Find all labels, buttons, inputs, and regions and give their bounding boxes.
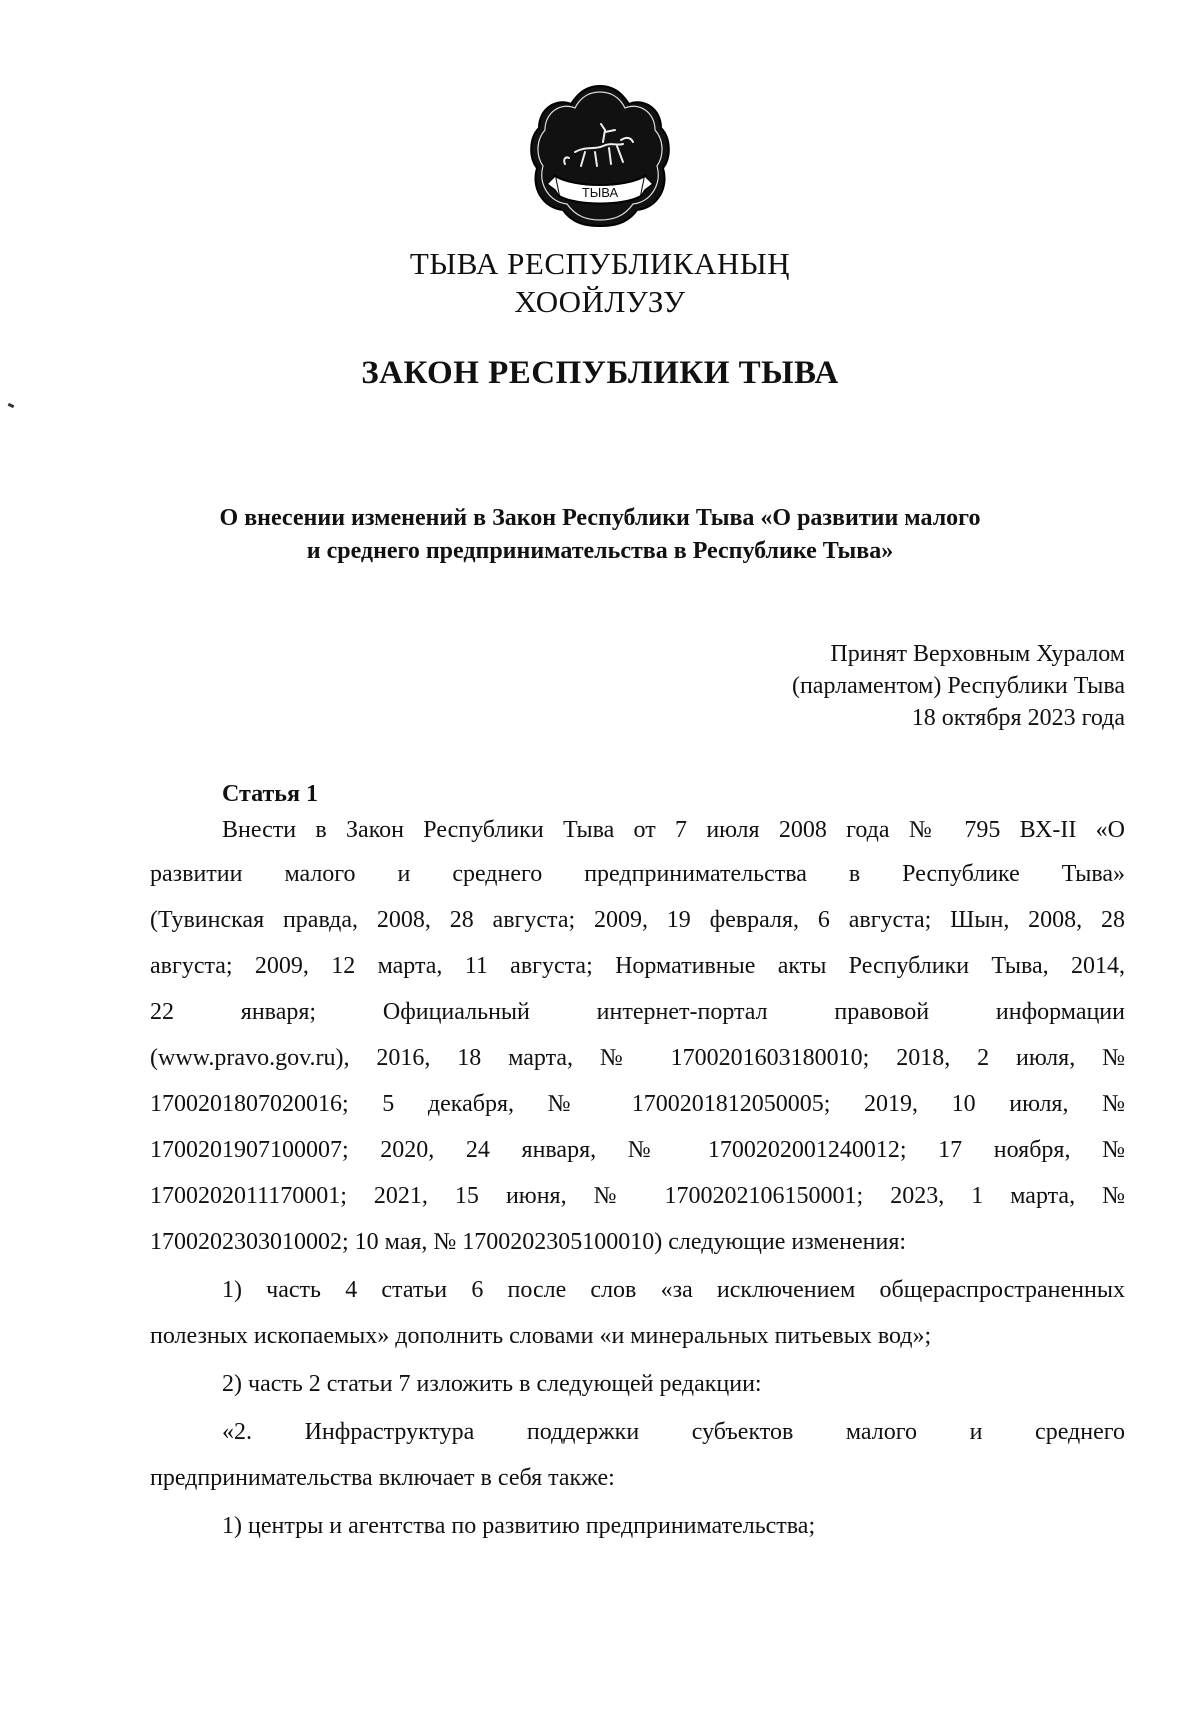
law-subject-line1: О внесении изменений в Закон Республики Тыва «О развитии малого [219, 505, 981, 531]
article-line: (www.pravo.gov.ru), 2016, 18 марта, № 1700201603180010; 2018, 2 июля, № [150, 1045, 1125, 1071]
article-line: 1700201807020016; 5 декабря, № 1700201812050005; 2019, 10 июля, № [150, 1091, 1125, 1117]
article-line: Внести в Закон Республики Тыва от 7 июля 2008 года № 795 ВХ-II «О [222, 817, 1125, 843]
article-line: 1700202011170001; 2021, 15 июня, № 1700202106150001; 2023, 1 марта, № [150, 1183, 1125, 1209]
article-line: 1) центры и агентства по развитию предпринимательства; [222, 1513, 816, 1539]
article-line: «2. Инфраструктура поддержки субъектов малого и среднего [222, 1419, 1125, 1445]
article-line: 1) часть 4 статьи 6 после слов «за исключением общераспространенных [222, 1277, 1125, 1303]
article-line: предпринимательства включает в себя также: [150, 1465, 615, 1491]
scan-mark [8, 403, 15, 408]
republic-caption-line1: ТЫВА РЕСПУБЛИКАНЫҢ [409, 246, 791, 281]
article-line: августа; 2009, 12 марта, 11 августа; Нормативные акты Республики Тыва, 2014, [150, 953, 1125, 979]
adoption-date: 18 октября 2023 года [911, 705, 1125, 731]
article-line: 22 января; Официальный интернет-портал правовой информации [150, 999, 1125, 1025]
article-line: (Тувинская правда, 2008, 28 августа; 2009, 19 февраля, 6 августа; Шын, 2008, 28 [150, 907, 1125, 933]
article-line: 1700202303010002; 10 мая, № 1700202305100010) следующие изменения: [150, 1229, 907, 1255]
article-heading: Статья 1 [222, 781, 318, 807]
article-line: 1700201907100007; 2020, 24 января, № 1700202001240012; 17 ноября, № [150, 1137, 1125, 1163]
article-line: развитии малого и среднего предпринимательства в Республике Тыва» [150, 861, 1125, 887]
article-line: полезных ископаемых» дополнить словами «и минеральных питьевых вод»; [150, 1323, 932, 1349]
republic-caption-line2: ХООЙЛУЗУ [514, 284, 686, 319]
adoption-note [792, 638, 1125, 734]
law-subject-line2: и среднего предпринимательства в Республике Тыва» [306, 538, 894, 564]
tuva-coat-of-arms-icon [525, 80, 675, 230]
article-line: 2) часть 2 статьи 7 изложить в следующей редакции: [222, 1371, 762, 1397]
adoption-note-line2: (парламентом) Республики Тыва [791, 673, 1125, 699]
adoption-note-line1: Принят Верховным Хуралом [830, 641, 1125, 667]
emblem-ribbon-text: ТЫВА [581, 185, 619, 200]
law-title: ЗАКОН РЕСПУБЛИКИ ТЫВА [361, 355, 839, 391]
law-subject [0, 502, 1200, 568]
